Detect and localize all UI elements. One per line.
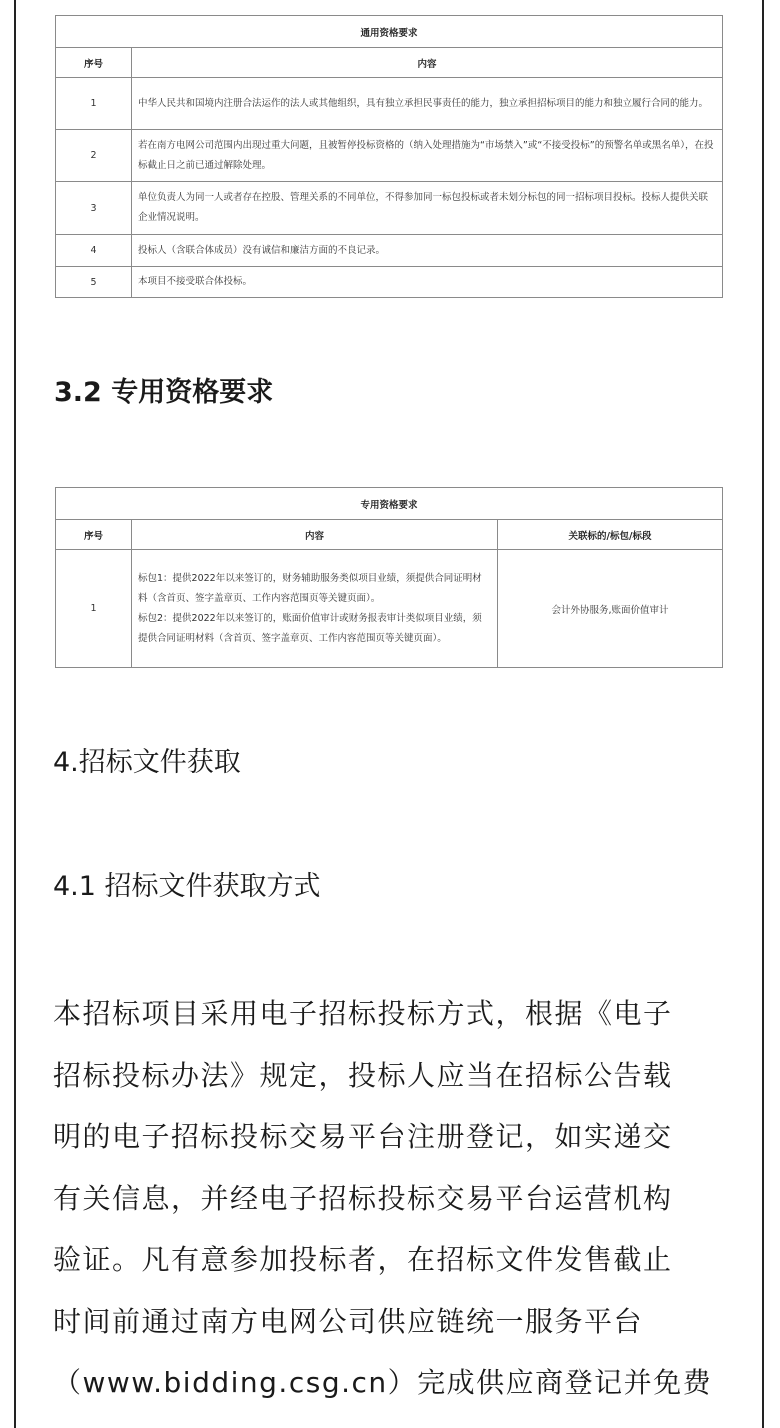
package-1-requirement: 标包1：提供2022年以来签订的，财务辅助服务类似项目业绩，须提供合同证明材料（含首页、签字盖章页、工作内容范围页等关键页面）。 [138,572,482,604]
body-paragraph [53,983,733,1414]
column-header-related: 关联标的/标包/标段 [498,520,723,550]
row-related-packages: 会计外协服务,账面价值审计 [498,550,723,668]
general-requirements-table [55,15,723,298]
table-title: 专用资格要求 [56,488,723,520]
row-content [132,550,498,668]
row-number: 4 [56,235,132,267]
paragraph-line: 验证。凡有意参加投标者，在招标文件发售截止 [53,1243,673,1276]
paragraph-line: 本招标项目采用电子招标投标方式，根据《电子 [53,997,673,1030]
column-header-content: 内容 [132,520,498,550]
row-number: 2 [56,130,132,182]
table-row [56,182,723,235]
package-2-requirement: 标包2：提供2022年以来签订的，账面价值审计或财务报表审计类似项目业绩，须提供合同证明材料（含首页、签字盖章页、工作内容范围页等关键页面）。 [138,612,482,644]
row-content: 单位负责人为同一人或者存在控股、管理关系的不同单位，不得参加同一标包投标或者未划分标包的同一招标项目投标。投标人提供关联企业情况说明。 [132,182,723,235]
row-content: 投标人（含联合体成员）没有诚信和廉洁方面的不良记录。 [132,235,723,267]
row-number: 3 [56,182,132,235]
row-number: 1 [56,550,132,668]
row-content: 中华人民共和国境内注册合法运作的法人或其他组织，具有独立承担民事责任的能力，独立承担招标项目的能力和独立履行合同的能力。 [132,78,723,130]
row-number: 1 [56,78,132,130]
section-heading-4-1: 4.1 招标文件获取方式 [53,871,321,902]
special-requirements-table [55,487,723,668]
paragraph-line: 招标投标办法》规定，投标人应当在招标公告载 [53,1058,673,1092]
column-header-no: 序号 [56,520,132,550]
table-row [56,235,723,267]
table-row [56,78,723,130]
paragraph-line: 明的电子招标投标交易平台注册登记，如实递交 [53,1120,673,1153]
table-row [56,267,723,298]
section-heading-3-2: 3.2 专用资格要求 [54,377,274,408]
row-number: 5 [56,267,132,298]
table-title: 通用资格要求 [56,16,723,48]
row-content: 若在南方电网公司范围内出现过重大问题，且被暂停投标资格的（纳入处理措施为“市场禁入”或“不接受投标”的预警名单或黑名单），在投标截止日之前已通过解除处理。 [132,130,723,182]
table-row [56,130,723,182]
table-row [56,550,723,668]
column-header-no: 序号 [56,48,132,78]
row-content: 本项目不接受联合体投标。 [132,267,723,298]
column-header-content: 内容 [132,48,723,78]
paragraph-line: 时间前通过南方电网公司供应链统一服务平台 [53,1304,644,1338]
section-heading-4: 4.招标文件获取 [53,747,241,778]
paragraph-line: （www.bidding.csg.cn）完成供应商登记并免费 [53,1366,713,1399]
paragraph-line: 有关信息，并经电子招标投标交易平台运营机构 [53,1181,673,1215]
